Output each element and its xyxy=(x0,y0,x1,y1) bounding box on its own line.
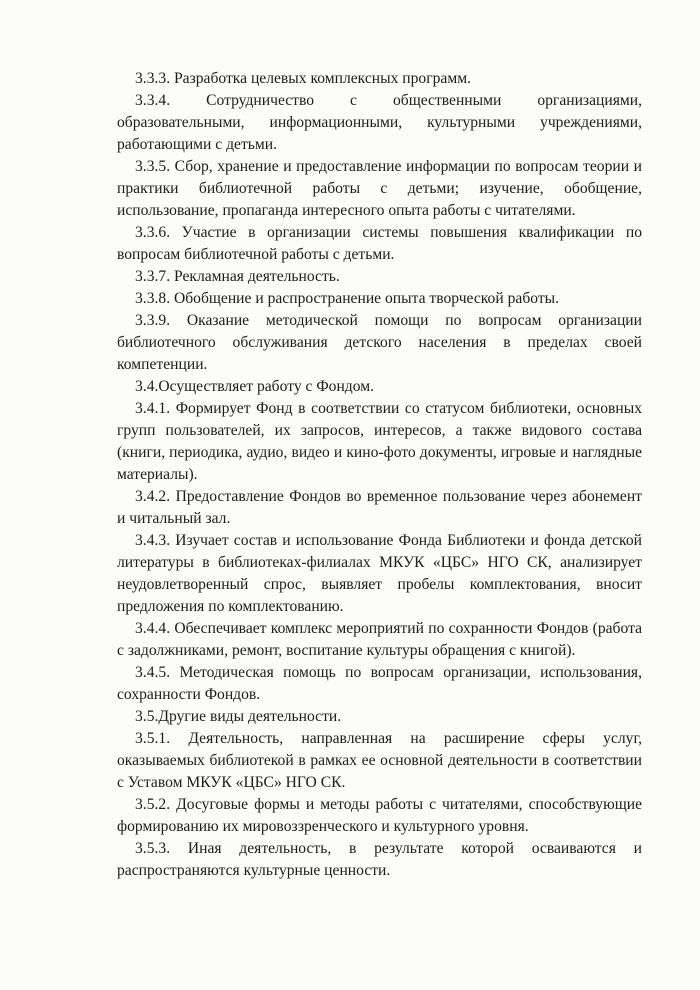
paragraph-3-4: 3.4.Осуществляет работу с Фондом. xyxy=(135,378,374,395)
paragraph-3-5-1: 3.5.1. Деятельность, направленная на расширение сферы услуг, оказываемых библиотекой в рамках ее основной деятельности в соответствии с Уставом МКУК «ЦБС» НГО СК. xyxy=(117,730,642,791)
paragraph-3-4-1: 3.4.1. Формирует Фонд в соответствии со статусом библиотеки, основных групп пользователей, их запросов, интересов, а также видового состава (книги, периодика, аудио, видео и кино-фото документы, игровые и наглядные материалы). xyxy=(117,400,642,483)
paragraph-3-4-5: 3.4.5. Методическая помощь по вопросам организации, использования, сохранности Фондов. xyxy=(117,664,642,703)
paragraph-3-3-3: 3.3.3. Разработка целевых комплексных программ. xyxy=(135,70,471,87)
paragraph-3-3-6: 3.3.6. Участие в организации системы повышения квалификации по вопросам библиотечной работы с детьми. xyxy=(117,224,642,263)
paragraph-3-3-9: 3.3.9. Оказание методической помощи по вопросам организации библиотечного обслуживания детского населения в пределах своей компетенции. xyxy=(117,312,642,373)
paragraph-3-4-3: 3.4.3. Изучает состав и использование Фонда Библиотеки и фонда детской литературы в библиотеках-филиалах МКУК «ЦБС» НГО СК, анализирует неудовлетворенный спрос, выявляет пробелы комплектования, вносит предложения по комплектованию. xyxy=(117,532,642,615)
paragraph-3-4-2: 3.4.2. Предоставление Фондов во временное пользование через абонемент и читальный зал. xyxy=(117,488,642,527)
paragraph-3-3-7: 3.3.7. Рекламная деятельность. xyxy=(135,268,340,285)
paragraph-3-5: 3.5.Другие виды деятельности. xyxy=(135,708,342,725)
paragraph-3-5-2: 3.5.2. Досуговые формы и методы работы с читателями, способствующие формированию их мировоззренческого и культурного уровня. xyxy=(117,796,642,835)
paragraph-3-3-8: 3.3.8. Обобщение и распространение опыта творческой работы. xyxy=(135,290,560,307)
paragraph-3-5-3: 3.5.3. Иная деятельность, в результате которой осваиваются и распространяются культурные ценности. xyxy=(117,840,642,879)
paragraph-3-3-5: 3.3.5. Сбор, хранение и предоставление информации по вопросам теории и практики библиотечной работы с детьми; изучение, обобщение, использование, пропаганда интересного опыта работы с читателями. xyxy=(117,158,642,219)
paragraph-3-3-4: 3.3.4. Сотрудничество с общественными организациями, образовательными, информационными, культурными учреждениями, работающими с детьми. xyxy=(117,92,642,153)
paragraph-3-4-4: 3.4.4. Обеспечивает комплекс мероприятий по сохранности Фондов (работа с задолжниками, ремонт, воспитание культуры обращения с книгой). xyxy=(117,620,642,659)
